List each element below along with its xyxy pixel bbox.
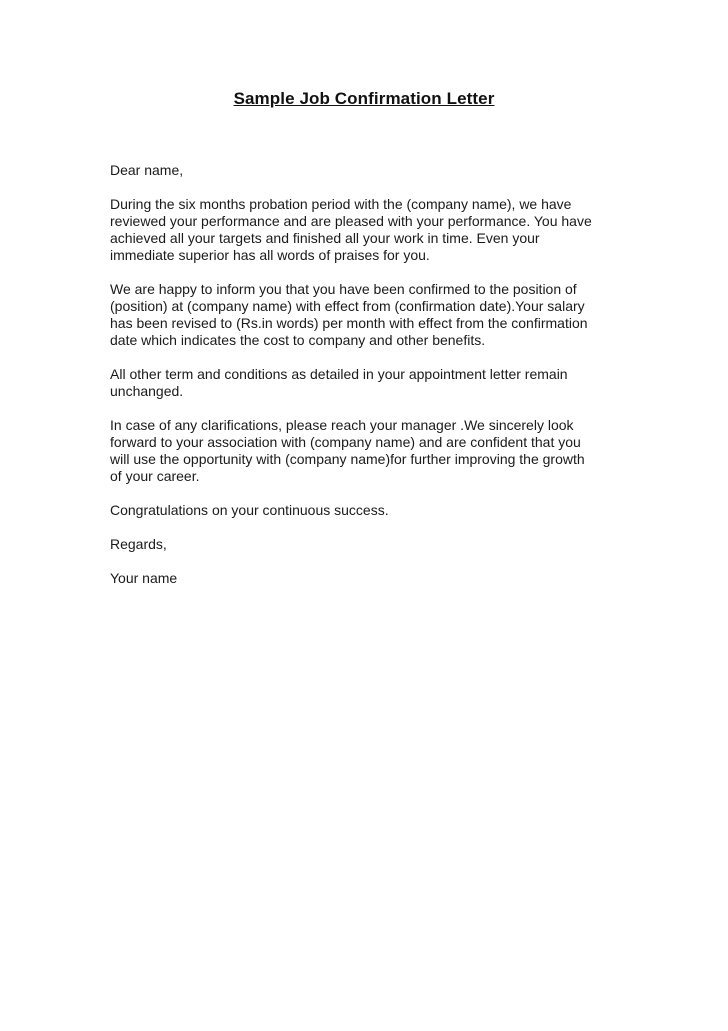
paragraph-line: unchanged. xyxy=(110,383,184,399)
signoff: Regards, xyxy=(110,536,167,552)
letter-title: Sample Job Confirmation Letter xyxy=(233,89,495,108)
paragraph-line: has been revised to (Rs.in words) per month with effect from the confirmation xyxy=(110,315,588,331)
salutation: Dear name, xyxy=(110,162,184,178)
paragraph-line: During the six months probation period with the (company name), we have xyxy=(110,196,572,212)
paragraph-clarifications xyxy=(110,417,630,485)
paragraph-line: All other term and conditions as detailed in your appointment letter remain xyxy=(110,366,568,382)
paragraph-line: of your career. xyxy=(110,468,200,484)
paragraph-line: achieved all your targets and finished all your work in time. Even your xyxy=(110,230,540,246)
paragraph-line: date which indicates the cost to company and other benefits. xyxy=(110,332,486,348)
paragraph-confirmation xyxy=(110,281,630,349)
paragraph-probation xyxy=(110,196,630,264)
paragraph-terms xyxy=(110,366,630,400)
paragraph-line: We are happy to inform you that you have been confirmed to the position of xyxy=(110,281,577,297)
paragraph-line: reviewed your performance and are pleased with your performance. You have xyxy=(110,213,592,229)
letter-body xyxy=(110,162,630,587)
paragraph-line: immediate superior has all words of praises for you. xyxy=(110,247,430,263)
paragraph-line: forward to your association with (company name) and are confident that you xyxy=(110,434,581,450)
paragraph-line: will use the opportunity with (company name)for further improving the growth xyxy=(110,451,585,467)
closing-line: Congratulations on your continuous success. xyxy=(110,502,389,518)
paragraph-line: In case of any clarifications, please reach your manager .We sincerely look xyxy=(110,417,574,433)
paragraph-line: (position) at (company name) with effect from (confirmation date).Your salary xyxy=(110,298,585,314)
signature: Your name xyxy=(110,570,178,586)
